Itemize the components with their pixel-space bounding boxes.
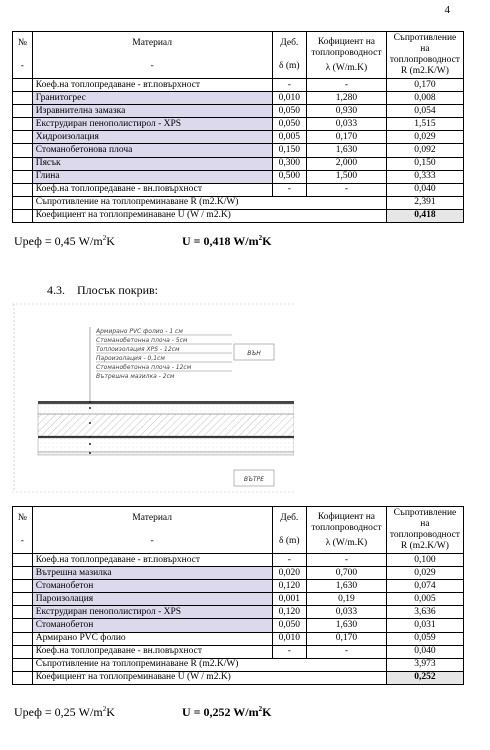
conductivity-cell: - [307, 79, 387, 92]
row-number-cell [13, 606, 33, 619]
empty-cell [13, 671, 33, 684]
table-row [13, 593, 464, 606]
material-cell: Коеф.на топлопредаване - вт.повърхност [32, 79, 272, 92]
header-thickness: Деб. δ (m) [272, 507, 307, 554]
layer-label: Стоманобетонна плоча - 5см [96, 337, 188, 344]
u-formula-1: U = 0,418 $W/m^2K$ [182, 234, 272, 248]
table-row [13, 619, 464, 632]
total-resistance-value: 2,391 [386, 196, 463, 209]
layer-label: Стоманобетонна плоча - 12см [96, 364, 192, 371]
thickness-cell: 0,500 [272, 170, 307, 183]
row-number-cell [13, 619, 33, 632]
material-cell: Изравнителна замазка [32, 105, 272, 118]
conductivity-cell: 1,630 [307, 619, 387, 632]
thickness-cell: 0,005 [272, 131, 307, 144]
resistance-cell: 0,008 [386, 92, 463, 105]
thickness-cell: 0,050 [272, 619, 307, 632]
uref-formula-2: Uреф = 0,25 $W/m^2K$ [14, 705, 115, 719]
resistance-cell: 0,040 [386, 645, 463, 658]
roof-heat-table [12, 506, 464, 685]
table-row [13, 183, 464, 196]
conductivity-cell: 0,930 [307, 105, 387, 118]
material-cell: Армирано PVC фолио [32, 632, 272, 645]
total-resistance-row [13, 196, 464, 209]
table-row [13, 606, 464, 619]
row-number-cell [13, 567, 33, 580]
total-resistance-row [13, 658, 464, 671]
conductivity-cell: 1,630 [307, 580, 387, 593]
header-conductivity: Кофициент на топлопроводност λ (W/m.K) [307, 32, 387, 79]
thickness-cell: - [272, 645, 307, 658]
row-number-cell [13, 105, 33, 118]
u-value-row [13, 671, 464, 684]
resistance-cell: 0,170 [386, 79, 463, 92]
conductivity-cell: 2,000 [307, 157, 387, 170]
table-row [13, 157, 464, 170]
row-number-cell [13, 645, 33, 658]
conductivity-cell: 0,033 [307, 118, 387, 131]
conductivity-cell: 0,19 [307, 593, 387, 606]
u-value-label: Коефициент на топлопреминаване U (W / m2.K) [32, 671, 386, 684]
header-material: Материал - [32, 507, 272, 554]
resistance-cell: 0,059 [386, 632, 463, 645]
table-row [13, 170, 464, 183]
conductivity-cell: 0,033 [307, 606, 387, 619]
thickness-cell: - [272, 79, 307, 92]
layer-label: Топлоизолация XPS - 12см [96, 346, 180, 353]
insulation-layer [38, 414, 294, 436]
row-number-cell [13, 580, 33, 593]
page-number: 4 [444, 4, 450, 16]
header-conductivity: Кофициент на топлопроводност λ (W/m.K) [307, 507, 387, 554]
material-cell: Екструдиран пенополистирол - XPS [32, 118, 272, 131]
resistance-cell: 3,636 [386, 606, 463, 619]
table-row [13, 79, 464, 92]
resistance-cell: 0,005 [386, 593, 463, 606]
material-cell: Гранитогрес [32, 92, 272, 105]
total-resistance-label: Съпротивление на топлопреминаване R (m2.K/W) [32, 658, 386, 671]
table-row [13, 554, 464, 567]
concrete-layer [38, 438, 294, 452]
pvc-layer [38, 401, 294, 404]
layer-label: Армирано PVC фолио - 1 см [96, 328, 183, 335]
row-number-cell [13, 144, 33, 157]
layer-label: Пароизолация - 0,1см [96, 355, 165, 362]
conductivity-cell: 1,280 [307, 92, 387, 105]
header-material: Материал - [32, 32, 272, 79]
conductivity-cell: 0,170 [307, 131, 387, 144]
material-cell: Глина [32, 170, 272, 183]
row-number-cell [13, 157, 33, 170]
inside-label: ВЪТРЕ [243, 476, 265, 483]
roof-section-figure [12, 302, 294, 494]
u-value: 0,252 [386, 671, 463, 684]
row-number-cell [13, 554, 33, 567]
thickness-cell: 0,010 [272, 92, 307, 105]
vapor-layer [38, 436, 294, 438]
thickness-cell: 0,050 [272, 118, 307, 131]
total-resistance-value: 3,973 [386, 658, 463, 671]
thickness-cell: 0,001 [272, 593, 307, 606]
resistance-cell: 0,150 [386, 157, 463, 170]
conductivity-cell: 0,700 [307, 567, 387, 580]
row-number-cell [13, 118, 33, 131]
row-number-cell [13, 632, 33, 645]
header-no: № - [13, 32, 33, 79]
table-row [13, 632, 464, 645]
layer-label: Вътрешна мазилка - 2см [96, 373, 175, 380]
thickness-cell: 0,010 [272, 632, 307, 645]
material-cell: Хидроизолация [32, 131, 272, 144]
section-heading: 4.3. Плосък покрив: [47, 283, 158, 297]
outside-label: ВЪН [247, 350, 261, 357]
plaster-layer [38, 452, 294, 455]
empty-cell [13, 196, 33, 209]
conductivity-cell: 0,170 [307, 632, 387, 645]
u-value-row [13, 209, 464, 222]
resistance-cell: 1,515 [386, 118, 463, 131]
resistance-cell: 0,333 [386, 170, 463, 183]
resistance-cell: 0,100 [386, 554, 463, 567]
uref-formula-1: Uреф = 0,45 $W/m^2K$ [14, 234, 115, 248]
header-resistance: Съпротивление на топлопроводност R (m2.K/W) [386, 507, 463, 554]
row-number-cell [13, 131, 33, 144]
floor-heat-table [12, 31, 464, 223]
resistance-cell: 0,054 [386, 105, 463, 118]
conductivity-cell: 1,500 [307, 170, 387, 183]
conductivity-cell: - [307, 645, 387, 658]
thickness-cell: 0,150 [272, 144, 307, 157]
total-resistance-label: Съпротивление на топлопреминаване R (m2.K/W) [32, 196, 386, 209]
thickness-cell: 0,050 [272, 105, 307, 118]
material-cell: Стоманобетонова плоча [32, 144, 272, 157]
header-no: № - [13, 507, 33, 554]
table-row [13, 645, 464, 658]
row-number-cell [13, 183, 33, 196]
table-row [13, 92, 464, 105]
material-cell: Екструдиран пенополистирол - XPS [32, 606, 272, 619]
header-thickness: Деб. δ (m) [272, 32, 307, 79]
conductivity-cell: 1,630 [307, 144, 387, 157]
material-cell: Пясък [32, 157, 272, 170]
table-row [13, 567, 464, 580]
material-cell: Коеф.на топлопредаване - вн.повърхност [32, 645, 272, 658]
empty-cell [13, 209, 33, 222]
row-number-cell [13, 92, 33, 105]
u-formula-2: U = 0,252 $W/m^2K$ [182, 705, 272, 719]
resistance-cell: 0,029 [386, 567, 463, 580]
material-cell: Коеф.на топлопредаване - вн.повърхност [32, 183, 272, 196]
thickness-cell: 0,020 [272, 567, 307, 580]
thickness-cell: - [272, 554, 307, 567]
resistance-cell: 0,031 [386, 619, 463, 632]
row-number-cell [13, 170, 33, 183]
table-row [13, 105, 464, 118]
material-cell: Пароизолация [32, 593, 272, 606]
conductivity-cell: - [307, 554, 387, 567]
u-value: 0,418 [386, 209, 463, 222]
row-number-cell [13, 79, 33, 92]
resistance-cell: 0,092 [386, 144, 463, 157]
material-cell: Вътрешна мазилка [32, 567, 272, 580]
thickness-cell: - [272, 183, 307, 196]
conductivity-cell: - [307, 183, 387, 196]
header-resistance: Съпротивление на топлопроводност R (m2.K/W) [386, 32, 463, 79]
empty-cell [13, 658, 33, 671]
material-cell: Стоманобетон [32, 580, 272, 593]
u-value-label: Коефициент на топлопреминаване U (W / m2.K) [32, 209, 386, 222]
table-row [13, 144, 464, 157]
table-row [13, 118, 464, 131]
resistance-cell: 0,040 [386, 183, 463, 196]
slab-layer [38, 404, 294, 414]
table-row [13, 580, 464, 593]
table-row [13, 131, 464, 144]
thickness-cell: 0,300 [272, 157, 307, 170]
material-cell: Коеф.на топлопредаване - вт.повърхност [32, 554, 272, 567]
thickness-cell: 0,120 [272, 606, 307, 619]
resistance-cell: 0,074 [386, 580, 463, 593]
material-cell: Стоманобетон [32, 619, 272, 632]
row-number-cell [13, 593, 33, 606]
thickness-cell: 0,120 [272, 580, 307, 593]
resistance-cell: 0,029 [386, 131, 463, 144]
